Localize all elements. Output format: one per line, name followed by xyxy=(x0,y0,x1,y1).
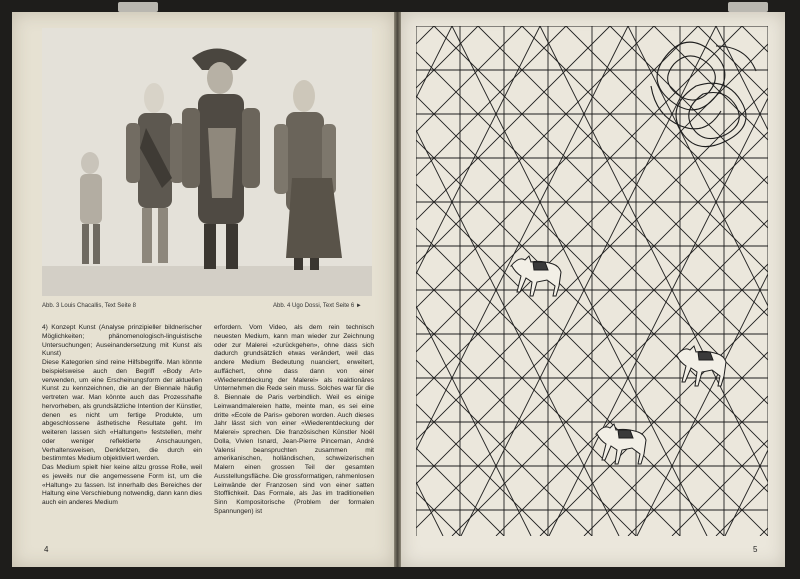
paragraph: Das Medium spielt hier keine allzu grosse Rolle, weil es jeweils nur die angemessene Form ist, um die «Haltung» zu fassen. Ist innerhalb des Bereiches der Haltung eine Verschiebung notwendig, dann kann dies auch ein anderes Medium xyxy=(42,464,202,506)
binder-clip xyxy=(118,2,158,12)
pattern-line xyxy=(628,26,768,536)
pattern-line xyxy=(725,26,768,536)
figure-caption-3: Abb. 3 Louis Chacallis, Text Seite 8 xyxy=(42,303,136,309)
pattern-line xyxy=(628,26,768,536)
pattern-line xyxy=(416,26,531,536)
geometric-star-pattern xyxy=(416,26,768,536)
right-page xyxy=(401,12,785,567)
book-gutter xyxy=(394,12,401,567)
horse-figure xyxy=(676,346,726,386)
paragraph: erfordern. Vom Video, als dem rein technisch neuesten Medium, kann man wieder zur Zeichnung oder zur Malerei «zurückgehen», ohne dass sich dadurch grundsätzlich etwas verändert, weil das andere Medium Bedeutung nuanciert, erweitert, auffächert, ohne dass dann von einer «Wiederentdeckung der Malerei» als reaktionäres Unternehmen die Rede sein muss. Solches war für die 8. Biennale de Paris verbindlich. Weil es einige Leinwandmalereien hatte, meinte man, es sei eine dritte «Ecole de Paris» geboren worden. Auch dieses Jahr lässt sich von einer «Wiederentdeckung der Malerei» sprechen. Die französischen Künstler Noël Dolla, Vivien Isnard, Jean-Pierre Pinceman, André Valensi beanspruchten zusammen mit amerikanischen, holländischen, schweizerischen Malern einen grossen Teil der gesamten Ausstellungsfläche. Die grossformatigen, rahmenlosen Leinwände der Franzosen sind von einer satten Stofflichkeit. Das Formale, als Jas im traditionellen Sinn Kompositorische (Problem der formalen Spannungen) ist xyxy=(214,324,374,515)
text-column-left xyxy=(42,324,202,508)
paragraph: Diese Kategorien sind reine Hilfsbegriffe. Man könnte beispielsweise auch den Begriff «Body Art» verwenden, um eine Erscheinungsform der aktuellen Kunst zu kennzeichnen, die an der Biennale häufig vertreten war. Man könnte auch das Prozesshafte hervorheben, als grundsätzliche Intention der Künstler, denen es nicht um fertige Produkte, um abgeschlossene ästhetische Resultate geht. Im weiteren lassen sich «Haltungen» feststellen, mehr oder weniger reflektierte Anschauungen, Verhaltensweisen, Denkfetzen, die durch ein bestimmtes Medium objektiviert werden. xyxy=(42,359,202,463)
pattern-line xyxy=(416,26,452,536)
pattern-line xyxy=(461,26,716,536)
page-number: 5 xyxy=(753,545,758,554)
pattern-line xyxy=(452,26,707,536)
text-column-right xyxy=(214,324,374,517)
left-page xyxy=(12,12,394,567)
masked-figures-illustration xyxy=(42,28,372,296)
binder-clip xyxy=(728,2,768,12)
pattern-line xyxy=(416,26,443,536)
horse-figure xyxy=(596,424,646,464)
page-number: 4 xyxy=(44,545,49,554)
paragraph: 4) Konzept Kunst (Analyse prinzipieller bildnerischer Möglichkeiten; phänomenologisch-linguistische Untersuchungen; Auseinandersetzung mit Kunst als Kunst) xyxy=(42,324,202,358)
photo-masked-figures xyxy=(42,28,372,296)
figure-caption-4: Abb. 4 Ugo Dossi, Text Seite 6 ► xyxy=(273,303,362,309)
